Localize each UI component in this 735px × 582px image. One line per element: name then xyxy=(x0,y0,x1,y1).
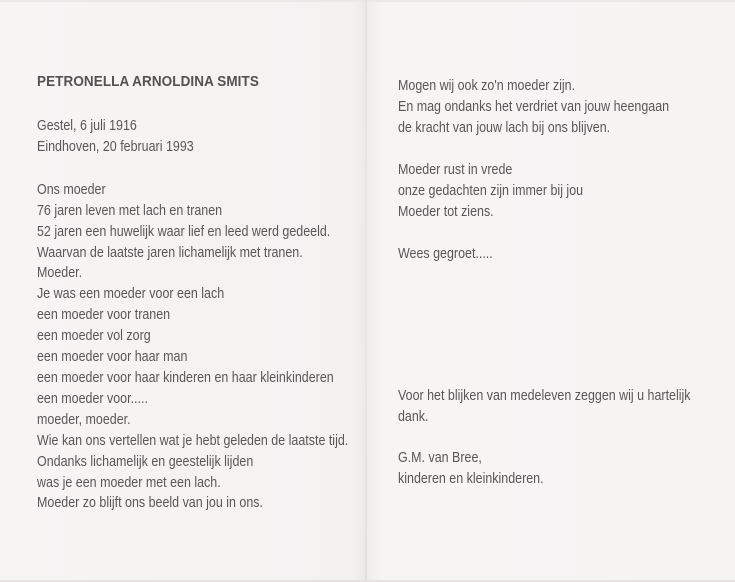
stanza-line: de kracht van jouw lach bij ons blijven. xyxy=(398,119,611,136)
poem-line: een moeder voor haar man xyxy=(37,349,188,366)
poem-line: moeder, moeder. xyxy=(37,411,131,428)
poem-line: een moeder voor tranen xyxy=(37,307,171,324)
poem-line: een moeder vol zorg xyxy=(37,328,151,345)
stanza-line: Moeder rust in vrede xyxy=(398,161,513,178)
card-fold xyxy=(365,0,367,582)
stanza-one xyxy=(398,76,728,139)
stanza-line: Moeder tot ziens. xyxy=(398,203,494,220)
death-date: Eindhoven, 20 februari 1993 xyxy=(37,138,194,155)
dates-block xyxy=(37,116,357,158)
signature-line: kinderen en kleinkinderen. xyxy=(398,471,544,488)
birth-date: Gestel, 6 juli 1916 xyxy=(37,118,137,134)
poem-line: Moeder zo blijft ons beeld van jou in ons. xyxy=(37,495,263,512)
poem-line: een moeder voor haar kinderen en haar kleinkinderen xyxy=(37,369,334,386)
stanza-line: Mogen wij ook zo'n moeder zijn. xyxy=(398,78,576,94)
poem-line: Ons moeder xyxy=(37,181,106,198)
greeting: Wees gegroet..... xyxy=(398,246,493,263)
poem-line: Wie kan ons vertellen wat je hebt geleden de laatste tijd. xyxy=(37,432,349,449)
poem-line: Waarvan de laatste jaren lichamelijk met tranen. xyxy=(37,244,303,261)
poem-line: 76 jaren leven met lach en tranen xyxy=(37,202,223,219)
signature-line: G.M. van Bree, xyxy=(398,450,482,467)
deceased-name: PETRONELLA ARNOLDINA SMITS xyxy=(37,74,259,90)
stanza-line: onze gedachten zijn immer bij jou xyxy=(398,182,584,199)
signature-block xyxy=(398,448,728,490)
thanks-block xyxy=(398,386,728,428)
poem-block xyxy=(37,180,357,515)
poem-line: Je was een moeder voor een lach xyxy=(37,286,225,303)
stanza-line: En mag ondanks het verdriet van jouw heengaan xyxy=(398,98,670,115)
left-page xyxy=(37,74,357,514)
poem-line: een moeder voor..... xyxy=(37,390,148,407)
poem-line: Moeder. xyxy=(37,265,83,282)
thanks-line: dank. xyxy=(398,409,429,426)
poem-line: Ondanks lichamelijk en geestelijk lijden xyxy=(37,453,254,470)
right-page xyxy=(398,76,728,490)
card-top-edge xyxy=(0,0,735,2)
stanza-two xyxy=(398,160,728,223)
poem-line: 52 jaren een huwelijk waar lief en leed werd gedeeld. xyxy=(37,223,331,240)
thanks-line: Voor het blijken van medeleven zeggen wij u hartelijk xyxy=(398,388,691,405)
poem-line: was je een moeder met een lach. xyxy=(37,474,221,491)
spacer xyxy=(398,265,728,386)
